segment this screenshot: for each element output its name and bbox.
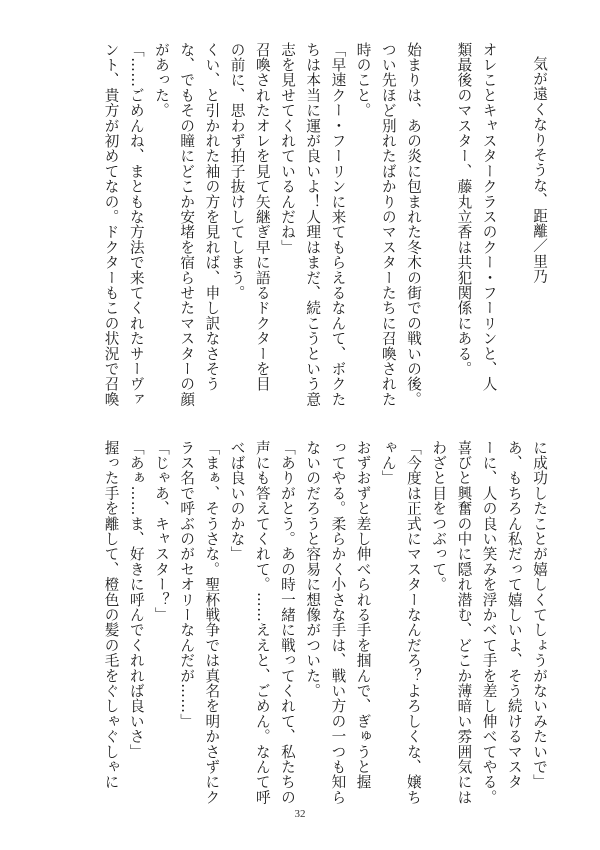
text-line: ント、貴方が初めてなの。ドクターもこの状況で召喚 [102,42,120,407]
text-line: 「ありがとう。あの時一緒に戦ってくれて、私たちの [278,440,296,805]
text-line: 時のこと。 [354,42,372,118]
text-line: ちは本当に運が良いよ！人理はまだ、続こうという意 [304,42,322,407]
text-line: おずおずと差し伸べられる手を掴んで、ぎゅうと握 [354,440,372,790]
text-line: ってやる。柔らかく小さな手は、戦い方の一つも知ら [329,440,347,805]
blank-line [502,42,527,402]
text-line: 声にも答えてくれて。……ええと、ごめん。なんて呼 [253,440,271,805]
text-line: オレことキャスタークラスのクー・フーリンと、人 [480,42,498,392]
blank-line [426,42,451,402]
text-line: 召喚されたオレを見て矢継ぎ早に語るドクターを目 [253,42,271,392]
text-line: 「今度は正式にマスターなんだろ？よろしくな、嬢ち [404,440,422,805]
text-line: 始まりは、あの炎に包まれた冬木の街での戦いの後。 [405,42,423,407]
text-line: 握った手を離して、橙色の髪の毛をぐしゃぐしゃに [102,440,120,790]
text-line: わざと目をつぶって。 [430,440,448,592]
text-line: べば良いのかな」 [228,440,246,562]
story-title-author: 気が遠くなりそうな、距離／里乃 [531,56,548,284]
text-line: 「……ごめんね、まともな方法で来てくれたサーヴァ [127,42,145,407]
text-line: ラス名で呼ぶのがセオリーなんだが……」 [178,440,196,729]
text-line: 「じゃあ、キャスター？」 [152,440,170,623]
text-line: 喜びと興奮の中に隠れ潜む、どこか薄暗い雰囲気には [455,440,473,805]
text-line: 「早速クー・フーリンに来てもらえるなんて、ボクた [329,42,347,407]
text-line: ないのだろうと容易に想像がついた。 [304,440,322,699]
text-line: ーに、人の良い笑みを浮かべて手を差し伸べてやる。 [480,440,498,805]
bottom-text-block [72,440,552,805]
text-line: 「あぁ……ま、好きに呼んでくれれば良いさ」 [127,440,145,760]
text-line: くい、と引かれた袖の方を見れば、申し訳なさそう [203,42,221,392]
page-number: 32 [294,808,306,820]
text-line: 志を見せてくれているんだね」 [279,42,296,255]
text-line: あ、もちろん私だって嬉しいよ、そう続けるマスタ [505,440,523,790]
top-text-block [72,42,552,407]
text-line: 「まぁ、そうさな。聖杯戦争では真名を明かさずにク [203,440,221,805]
text-line: の前に、思わず拍子抜けしてしまう。 [228,42,246,301]
text-line: に成功したことが嬉しくてしょうがないみたいで」 [531,440,548,790]
text-line: があった。 [152,42,170,118]
text-line: ゃん」 [379,440,397,486]
text-line: 類最後のマスター、藤丸立香は共犯関係にある。 [455,42,473,377]
text-line: な、でもその瞳にどこか安堵を宿らせたマスターの顔 [178,42,196,407]
text-line: つい先ほど別れたばかりのマスターたちに召喚された [379,42,397,407]
